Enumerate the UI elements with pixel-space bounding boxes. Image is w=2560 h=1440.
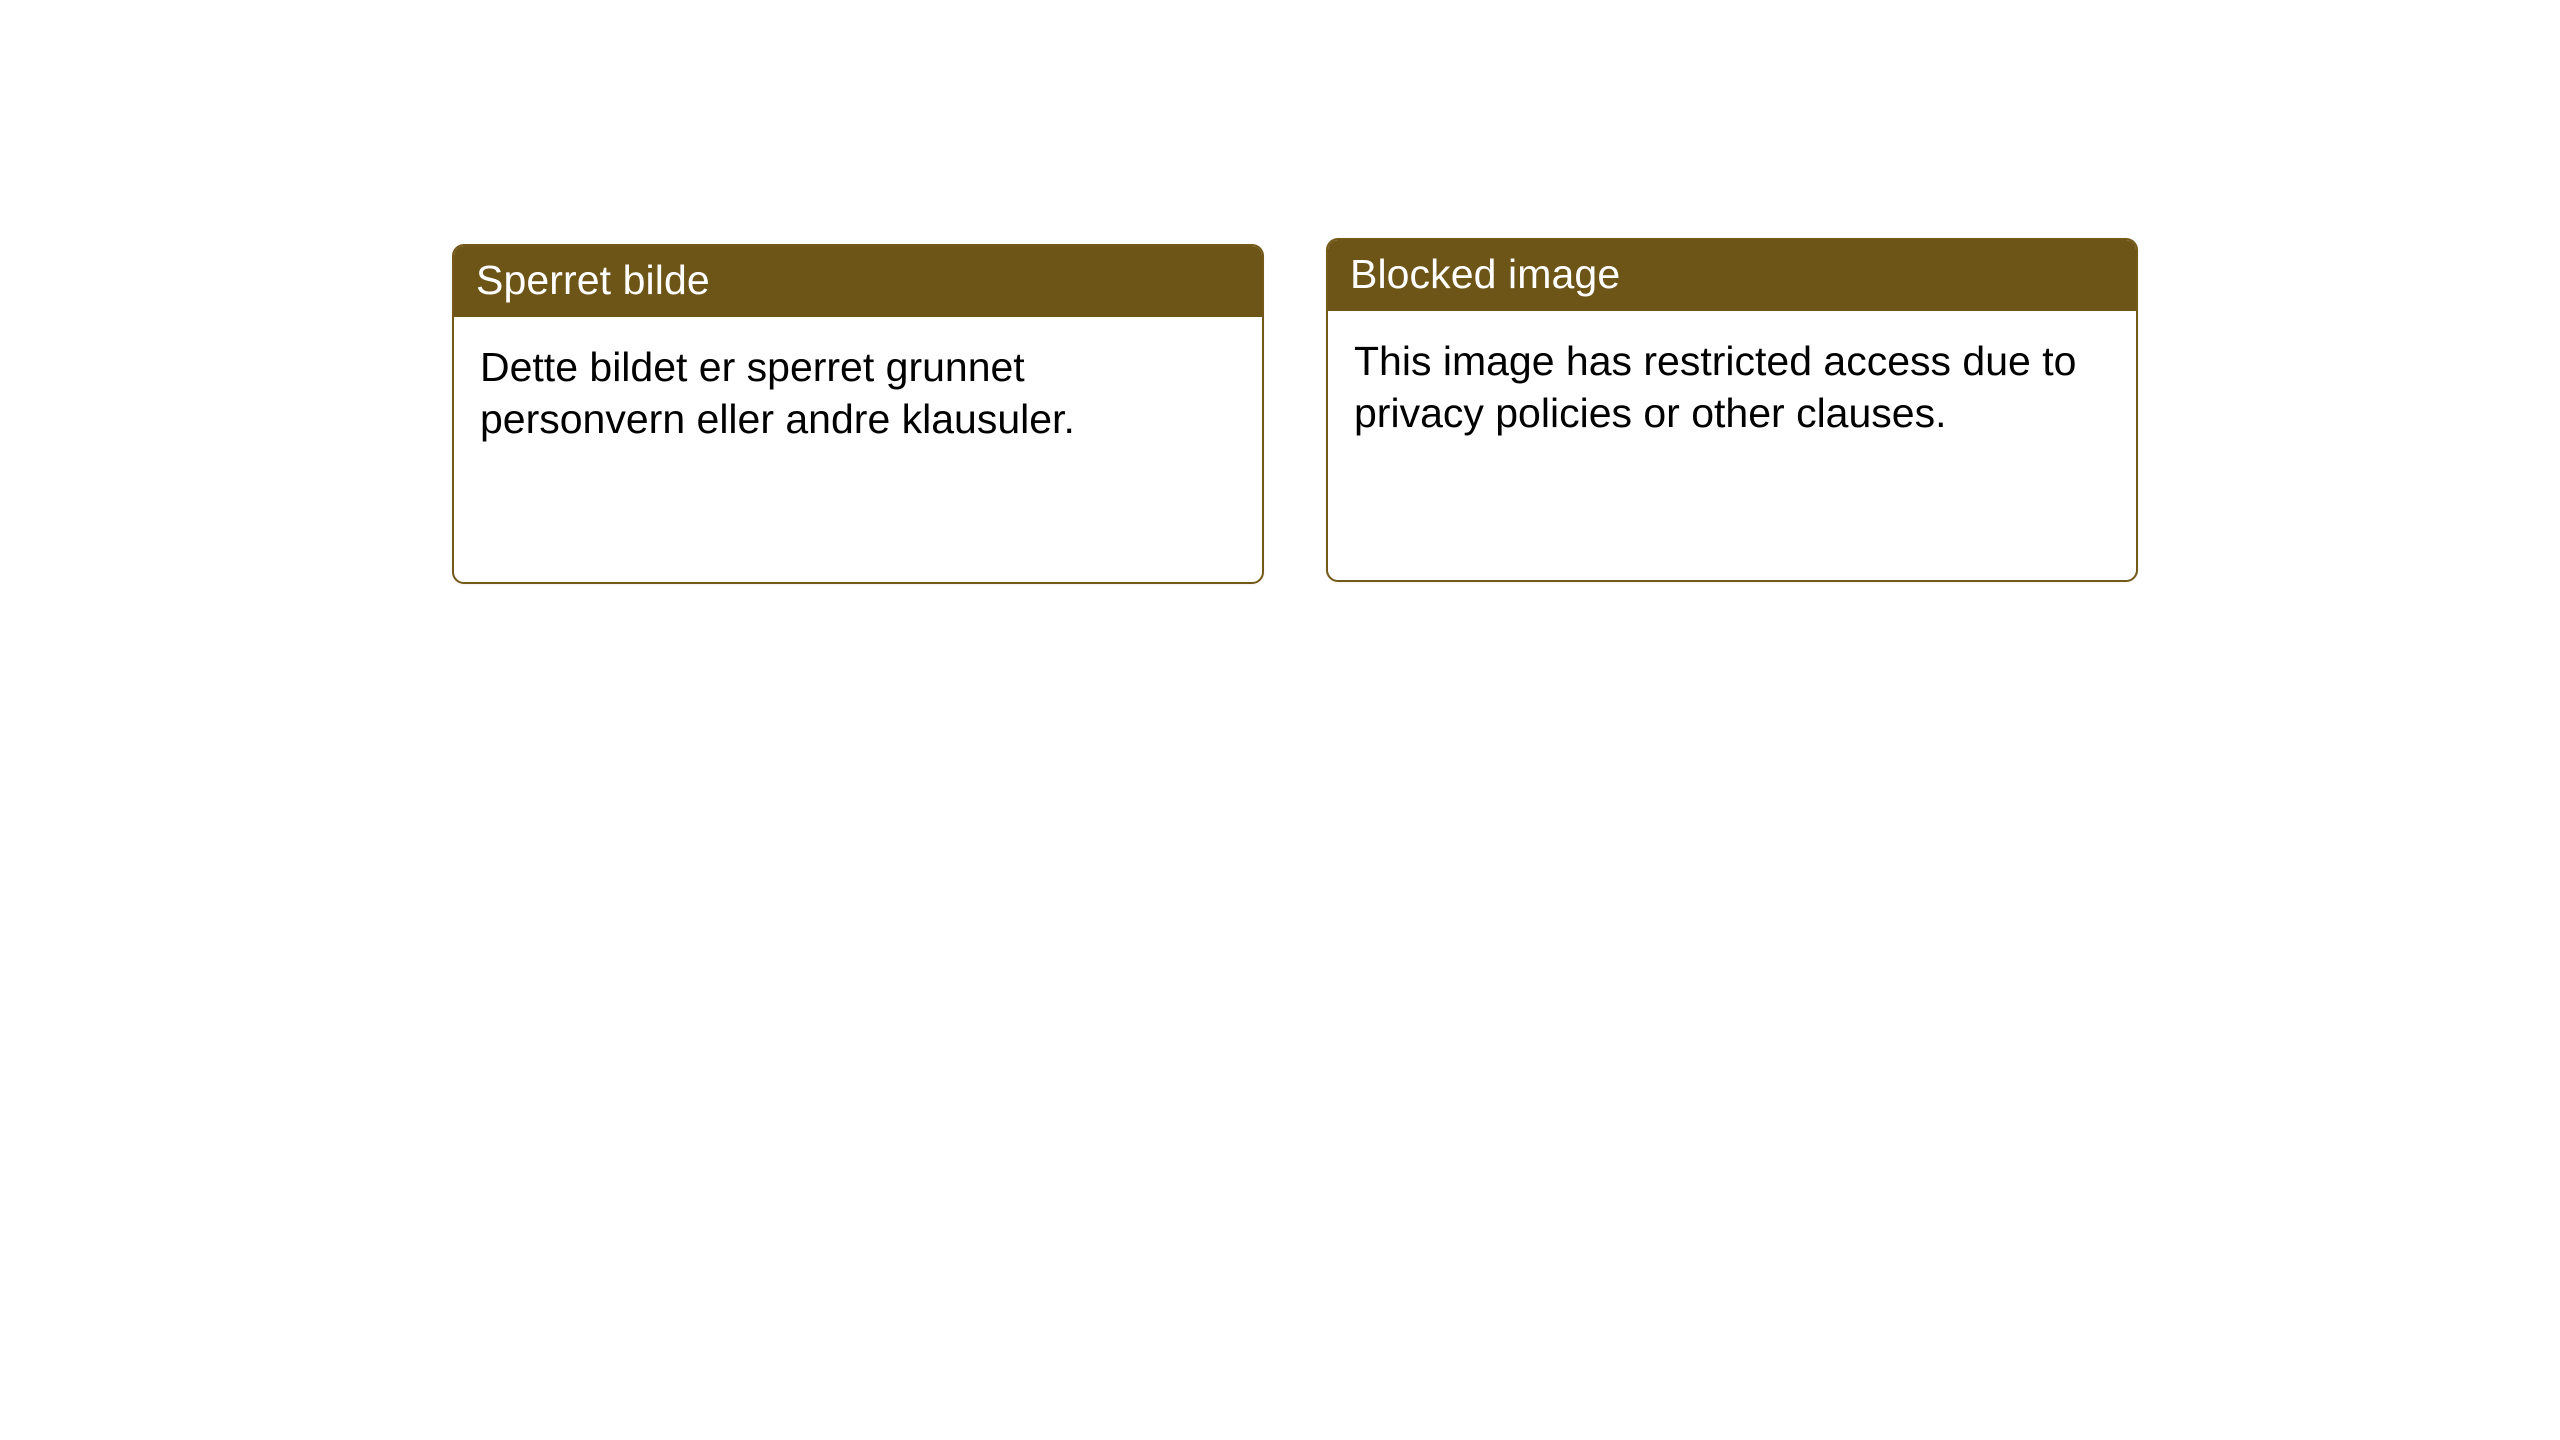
- card-title-norwegian: Sperret bilde: [454, 246, 1262, 317]
- blocked-image-card-english: [1326, 238, 2138, 582]
- card-message-norwegian: Dette bildet er sperret grunnet personvern eller andre klausuler.: [480, 344, 1075, 443]
- card-body-norwegian: [454, 317, 1262, 466]
- blocked-image-card-norwegian: [452, 244, 1264, 584]
- card-message-english: This image has restricted access due to privacy policies or other clauses.: [1354, 338, 2077, 437]
- card-title-english: Blocked image: [1328, 240, 2136, 311]
- card-body-english: [1328, 311, 2136, 460]
